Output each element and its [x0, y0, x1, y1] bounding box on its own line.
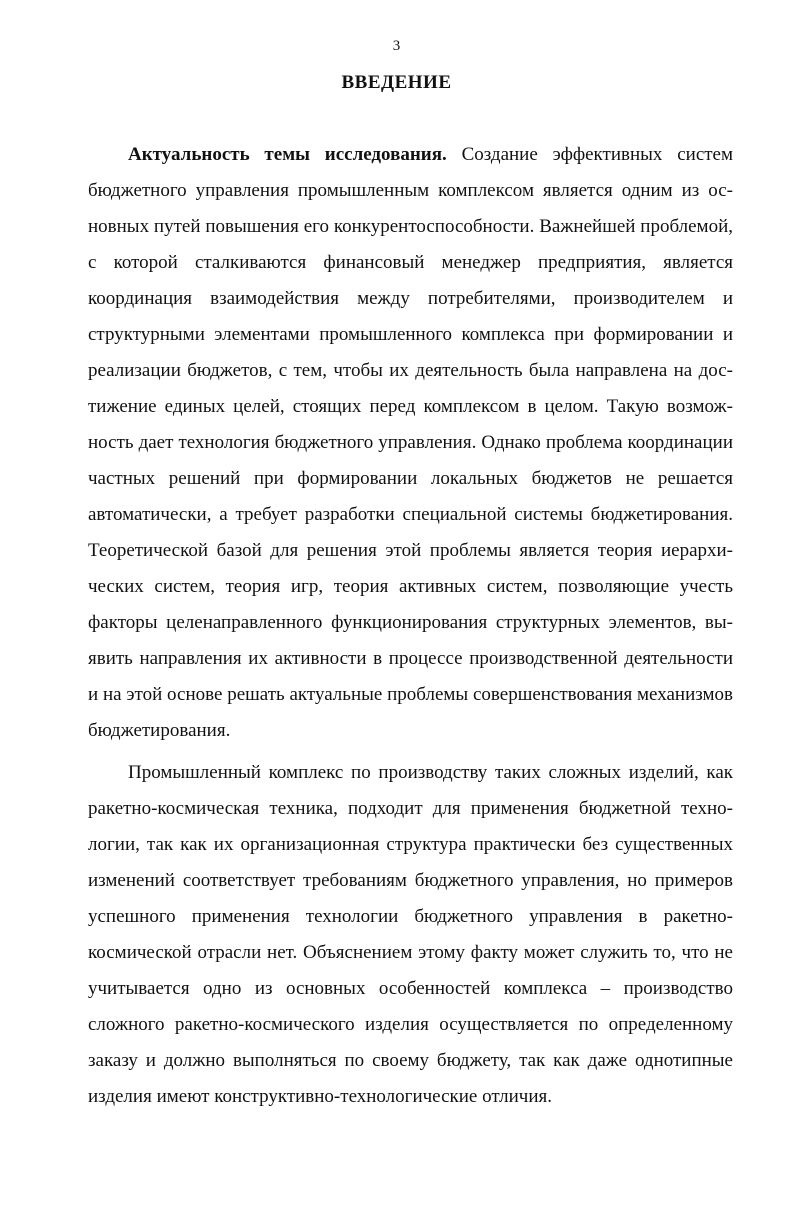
- document-body: [88, 137, 733, 1121]
- paragraph-relevance: [88, 137, 733, 749]
- paragraph-industrial-complex: [88, 755, 733, 1115]
- paragraph-text: Промышленный комплекс по производству таких сложных изделий, как ракетно-космическая техника, подходит для применения бюджетной технологии, так как их организационная структура практически без существенных изменений соответствует требованиям бюджетного управления, но примеров успешного применения технологии бюджетного управления в ракетно-космической отрасли нет. Объяснением этому факту может служить то, что не учитывается одно из основных особенностей комплекса – производство сложного ракетно-космического изделия осуществляется по определенному заказу и должно выполняться по своему бюджету, так как даже однотипные изделия имеют конструктивно-технологические отличия.: [88, 762, 733, 1107]
- paragraph-text: Создание эффективных систем бюджетного управления промышленным комплексом является одним из основных путей повышения его конкурентоспособности. Важнейшей проблемой, с которой сталкиваются финансовый менеджер предприятия, является координация взаимодействия между потребителями, производителем и структурными элементами промышленного комплекса при формировании и реализации бюджетов, с тем, чтобы их деятельность была направлена на достижение единых целей, стоящих перед комплексом в целом. Такую возможность дает технология бюджетного управления. Однако проблема координации частных решений при формировании локальных бюджетов не решается автоматически, а требует разработки специальной системы бюджетирования. Теоретической базой для решения этой проблемы является теория иерархических систем, теория игр, теория активных систем, позволяющие учесть факторы целенаправленного функционирования структурных элементов, выявить направления их активности в процессе производственной деятельности и на этой основе решать актуальные проблемы совершенствования механизмов бюджетирования.: [88, 144, 734, 741]
- section-heading: ВВЕДЕНИЕ: [341, 72, 452, 93]
- page-number: 3: [392, 38, 401, 54]
- paragraph-lead: Актуальность темы исследования.: [128, 144, 447, 165]
